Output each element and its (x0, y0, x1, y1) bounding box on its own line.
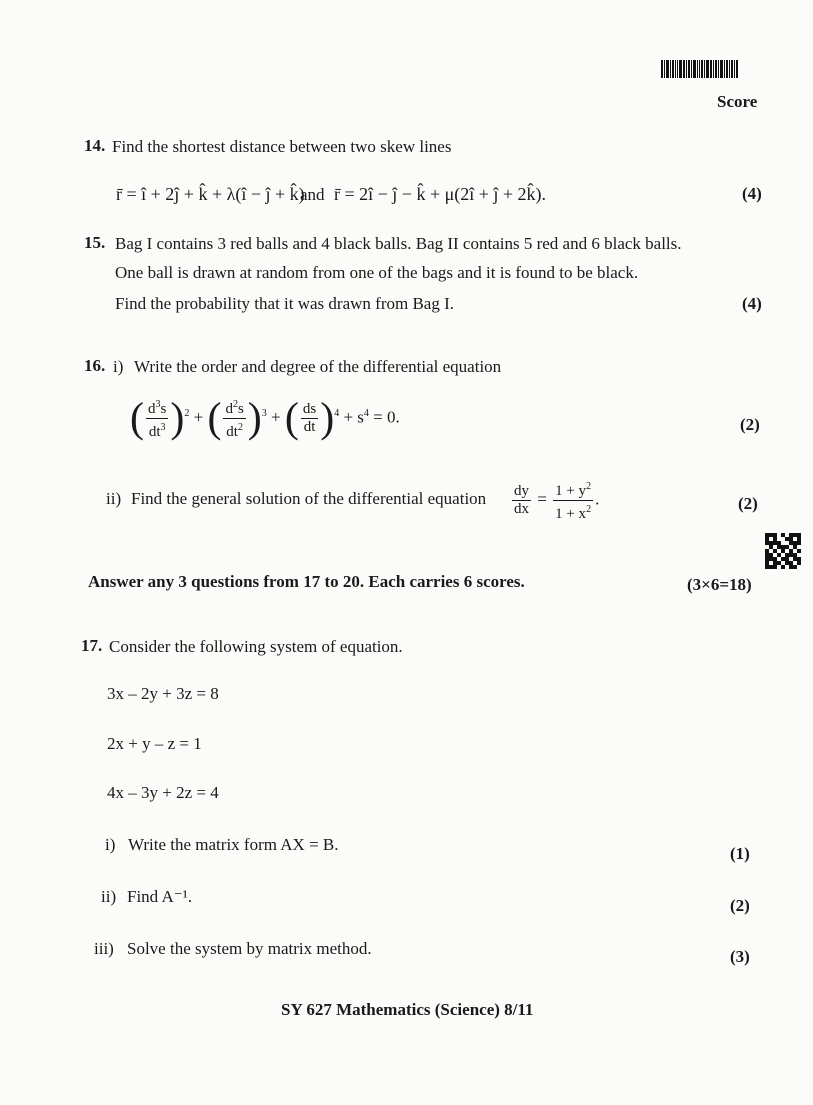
q17-part-iii-label: iii) (94, 939, 114, 958)
q14-and: and (300, 185, 325, 204)
q15-line1: Bag I contains 3 red balls and 4 black balls. Bag II contains 5 red and 6 black balls. (115, 234, 682, 253)
q14-marks: (4) (742, 184, 762, 203)
q17-part-i-text: Write the matrix form AX = B. (128, 835, 339, 854)
q17-part-i-marks: (1) (730, 844, 750, 863)
q17-part-ii-marks: (2) (730, 896, 750, 915)
q17-part-ii-text: Find A⁻¹. (127, 887, 193, 906)
q16-part-i-text: Write the order and degree of the differential equation (134, 357, 502, 376)
score-label: Score (717, 92, 758, 111)
q16-part-ii-label: ii) (106, 489, 122, 508)
q17-text: Consider the following system of equation. (109, 637, 403, 656)
q15-marks: (4) (742, 294, 762, 313)
q16-part-i-label: i) (113, 357, 124, 376)
q17-eq3: 4x – 3y + 2z = 4 (107, 783, 219, 802)
q17-eq1: 3x – 2y + 3z = 8 (107, 684, 219, 703)
q14-line1: r̄ = î + 2ĵ + k̂ + λ(î − ĵ + k̂) (116, 184, 305, 204)
q16-part-ii-equation: $\frac{dy}{dx}$ = $\frac{1 + y^2}{1 + x^2}$ . (510, 478, 599, 523)
q17-part-iii-marks: (3) (730, 947, 750, 966)
q16-number: 16. (84, 356, 106, 375)
q14-number: 14. (84, 136, 106, 155)
q15-number: 15. (84, 233, 106, 252)
q17-eq2: 2x + y – z = 1 (107, 734, 202, 753)
qr-code (765, 533, 801, 569)
barcode (661, 60, 739, 78)
section-marks: (3×6=18) (687, 575, 752, 594)
q14-line2: r̄ = 2î − ĵ − k̂ + μ(2î + ĵ + 2k̂). (334, 184, 547, 204)
q16-part-ii-marks: (2) (738, 494, 758, 513)
q17-part-iii-text: Solve the system by matrix method. (127, 939, 372, 958)
q17-part-i-label: i) (105, 835, 116, 854)
q16-part-i-marks: (2) (740, 415, 760, 434)
q16-part-ii-text: Find the general solution of the differential equation (131, 489, 487, 508)
q15-line2: One ball is drawn at random from one of the bags and it is found to be black. (115, 263, 639, 282)
q16-differential-equation: ( $\frac{d^3s}{dt^3}$ )$^2$ + ( $\frac{d^2s}{dt^2}$ )$^3$ + ( $\frac{ds}{dt}$ )$^4 + s^4 = 0$. (130, 395, 400, 442)
q17-part-ii-label: ii) (101, 887, 117, 906)
q15-line3: Find the probability that it was drawn from Bag I. (115, 294, 454, 313)
section-instruction: Answer any 3 questions from 17 to 20. Each carries 6 scores. (88, 572, 525, 591)
q17-number: 17. (81, 636, 103, 655)
q14-text: Find the shortest distance between two skew lines (112, 137, 452, 156)
page-footer: SY 627 Mathematics (Science) 8/11 (281, 1000, 534, 1019)
